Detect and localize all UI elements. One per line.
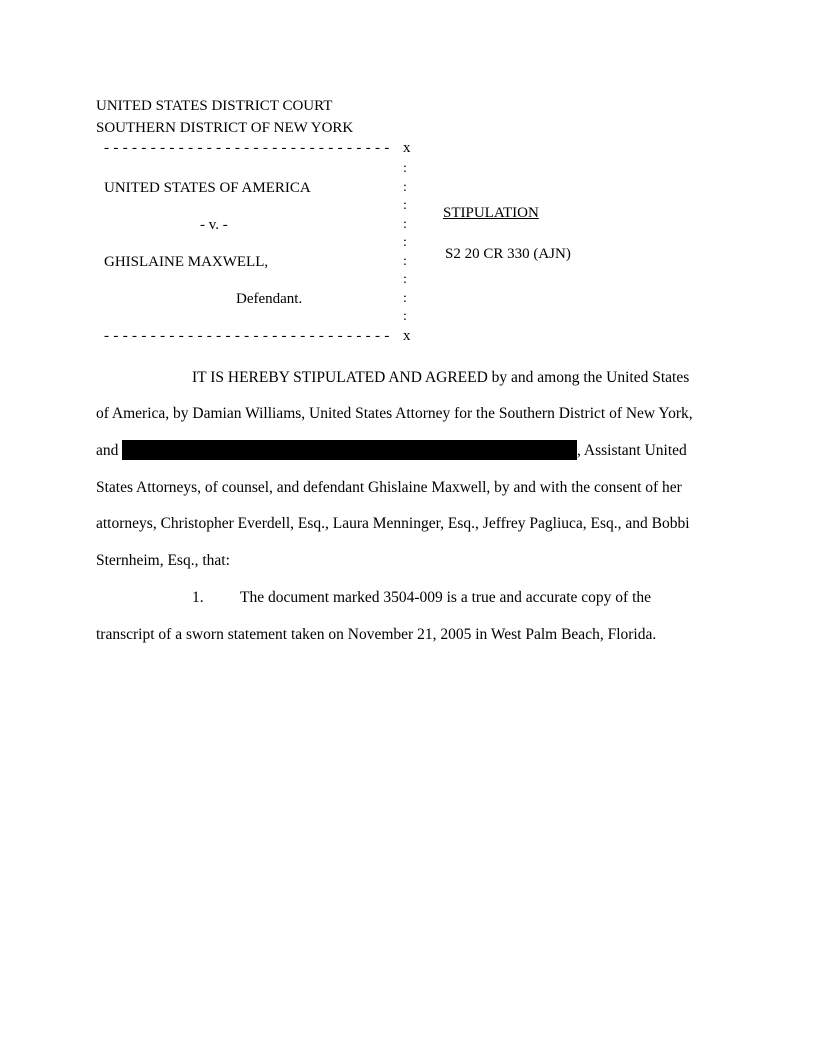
caption-colon: :	[403, 217, 407, 232]
document-title: STIPULATION	[443, 205, 539, 221]
versus-label: - v. -	[200, 217, 228, 233]
paragraph-1-line-2: transcript of a sworn statement taken on November 21, 2005 in West Palm Beach, Florida.	[96, 626, 657, 643]
caption-colon: :	[403, 161, 407, 176]
body-line-3-start: and	[96, 442, 119, 459]
paragraph-1-line-1: The document marked 3504-009 is a true and accurate copy of the	[240, 589, 652, 606]
caption-top-dash-line: - - - - - - - - - - - - - - - - - - - - - - - - - - - - - - -	[104, 140, 390, 156]
paragraph-number: 1.	[192, 589, 204, 606]
defendant-name: GHISLAINE MAXWELL,	[104, 254, 269, 270]
body-line-3-end: , Assistant United	[577, 442, 687, 459]
caption-colon: :	[403, 291, 407, 306]
caption-colon: :	[403, 272, 407, 287]
caption-colon: :	[403, 309, 407, 324]
caption-colon: :	[403, 198, 407, 213]
body-line-1: IT IS HEREBY STIPULATED AND AGREED by and among the United States	[192, 369, 690, 386]
body-line-6: Sternheim, Esq., that:	[96, 552, 230, 569]
plaintiff-name: UNITED STATES OF AMERICA	[104, 180, 311, 196]
body-line-2: of America, by Damian Williams, United States Attorney for the Southern District of New York,	[96, 405, 693, 422]
court-name-line1: UNITED STATES DISTRICT COURT	[96, 98, 333, 114]
caption-bottom-dash-line: - - - - - - - - - - - - - - - - - - - - - - - - - - - - - - -	[104, 328, 390, 344]
redaction-block	[122, 440, 577, 460]
caption-colon: :	[403, 235, 407, 250]
body-line-4: States Attorneys, of counsel, and defendant Ghislaine Maxwell, by and with the consent of her	[96, 479, 682, 496]
defendant-label: Defendant.	[236, 291, 303, 307]
caption-colon: :	[403, 254, 407, 269]
body-line-5: attorneys, Christopher Everdell, Esq., Laura Menninger, Esq., Jeffrey Pagliuca, Esq., and Bobbi	[96, 515, 690, 532]
case-number: S2 20 CR 330 (AJN)	[445, 246, 571, 262]
caption-colon: :	[403, 180, 407, 195]
court-name-line2: SOUTHERN DISTRICT OF NEW YORK	[96, 120, 354, 136]
caption-bottom-x-mark: x	[403, 328, 411, 344]
caption-top-x-mark: x	[403, 140, 411, 156]
